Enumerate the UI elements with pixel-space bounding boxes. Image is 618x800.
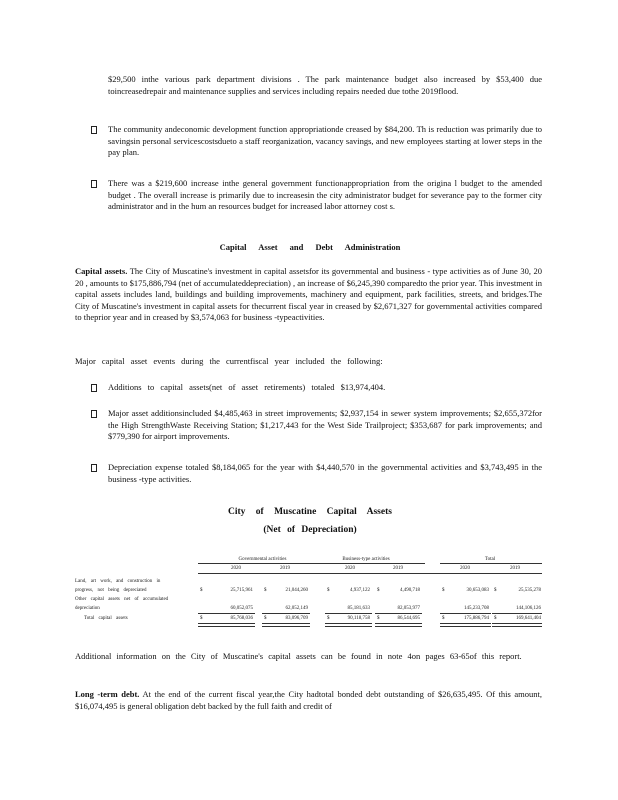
table-cell: $ bbox=[494, 588, 497, 593]
row-label-other-2: depreciation bbox=[75, 606, 100, 611]
header-governmental: Governmental activities bbox=[238, 557, 287, 562]
table-cell: 85,768,036 bbox=[230, 616, 253, 621]
table-cell: $ bbox=[442, 588, 445, 593]
bullet-additions: Additions to capital assets(net of asset retirements) totaled $13,974,404. bbox=[108, 382, 386, 392]
table-cell: 4,937,122 bbox=[350, 588, 370, 593]
table-cell: 175,886,794 bbox=[464, 616, 489, 621]
table-cell: $ bbox=[377, 588, 380, 593]
long-term-lead: Long -term debt. bbox=[75, 689, 140, 699]
table-subtitle: (Net of Depreciation) bbox=[263, 525, 357, 535]
table-cell: $ bbox=[264, 616, 267, 621]
table-cell: $ bbox=[327, 588, 330, 593]
year-gov-2020: 2020 bbox=[231, 566, 241, 571]
header-business-type: Business-type activities bbox=[342, 557, 390, 562]
table-cell: $ bbox=[377, 616, 380, 621]
table-cell: 145,233,708 bbox=[464, 606, 489, 611]
row-label-land: Land, art work, and construction in bbox=[75, 579, 161, 584]
row-label-total: Total capital assets bbox=[84, 616, 128, 621]
row-label-other: Other capital assets net of accumulated bbox=[75, 597, 169, 602]
bullet-major-additions: Major asset additionsincluded $4,485,463 in street improvements; $2,937,154 in sewer system improvements; $2,655,372for the High StrengthWaste Receiving Station; $1,217,443 for the West Side Trailproject; $353,687 for park improvements; and $779,390 for airport improvements. bbox=[108, 408, 542, 441]
table-cell: $ bbox=[442, 616, 445, 621]
year-total-2020: 2020 bbox=[460, 566, 470, 571]
table-cell: 30,653,083 bbox=[466, 588, 489, 593]
paragraph-additional-info: Additional information on the City of Muscatine's capital assets can be found in note 4on pages 63-65of this report. bbox=[75, 651, 522, 661]
table-cell: 21,044,260 bbox=[285, 588, 308, 593]
table-cell: 83,096,709 bbox=[285, 616, 308, 621]
table-cell: $ bbox=[200, 616, 203, 621]
table-cell: $ bbox=[200, 588, 203, 593]
section-heading: Capital Asset and Debt Administration bbox=[219, 242, 401, 252]
paragraph-major-events: Major capital asset events during the currentfiscal year included the following: bbox=[75, 356, 383, 366]
year-bus-2020: 2020 bbox=[345, 566, 355, 571]
bullet-community-development: The community andeconomic development function appropriationde creased by $84,200. Th is reduction was primarily due to savingsin personal servicescostsdueto a staff reorganization, vacancy savings, and new employees starting at lower steps in the pay plan. bbox=[108, 124, 542, 157]
year-bus-2019: 2019 bbox=[393, 566, 403, 571]
table-cell: 25,715,961 bbox=[230, 588, 253, 593]
capital-assets-lead: Capital assets. bbox=[75, 266, 128, 276]
table-cell: 169,641,404 bbox=[516, 616, 541, 621]
year-gov-2019: 2019 bbox=[280, 566, 290, 571]
table-cell: 4,490,718 bbox=[400, 588, 420, 593]
table-cell: $ bbox=[327, 616, 330, 621]
year-total-2019: 2019 bbox=[510, 566, 520, 571]
paragraph-long-term-debt bbox=[75, 689, 542, 712]
table-cell: 144,106,126 bbox=[516, 606, 541, 611]
table-cell: $ bbox=[264, 588, 267, 593]
table-cell: 25,535,278 bbox=[518, 588, 541, 593]
long-term-text: At the end of the current fiscal year,the City hadtotal bonded debt outstanding of $26,635,495. Of this amount, $16,074,495 is general obligation debt backed by the full faith and credit of bbox=[75, 689, 542, 711]
table-cell: 86,544,695 bbox=[397, 616, 420, 621]
table-cell: 82,053,977 bbox=[397, 606, 420, 611]
table-cell: $ bbox=[494, 616, 497, 621]
capital-assets-text: The City of Muscatine's investment in capital assetsfor its governmental and business - type activities as of June 30, 20 20 , amounts to $175,886,794 (net of accumulateddepreciation) , an increase of $6,245,390 comparedto the prior year. This investment in capital assets includes land, buildings and building improvements, machinery and equipment, park facilities, streets, and bridges.The City of Muscatine's investment in capital assets for thecurrent fiscal year in creased by $2,671,327 for governmental activities compared to theprior year and in creased by $3,574,063 for business -typeactivities. bbox=[75, 266, 542, 322]
paragraph-park-budget: $29,500 inthe various park department divisions . The park maintenance budget also increased by $53,400 due toincreasedrepair and maintenance supplies and services including repairs needed due tothe 2019flood. bbox=[108, 74, 542, 96]
row-label-land-2: progress, not being depreciated bbox=[75, 588, 147, 593]
table-title: City of Muscatine Capital Assets bbox=[228, 507, 392, 517]
table-cell: 85,181,633 bbox=[347, 606, 370, 611]
table-cell: 90,118,758 bbox=[347, 616, 370, 621]
table-cell: 62,052,149 bbox=[285, 606, 308, 611]
bullet-general-government: There was a $219,600 increase inthe general government functionappropriation from the origina l budget to the amended budget . The overall increase is primarily due to increasesin the city administrator budget for severance pay to the former city administrator and in the hum an resources budget for increased labor attorney cost s. bbox=[108, 178, 542, 211]
bullet-depreciation: Depreciation expense totaled $8,184,065 for the year with $4,440,570 in the governmental activities and $3,743,495 in the business -type activities. bbox=[108, 462, 542, 484]
header-total: Total bbox=[484, 557, 496, 562]
table-cell: 60,052,075 bbox=[230, 606, 253, 611]
